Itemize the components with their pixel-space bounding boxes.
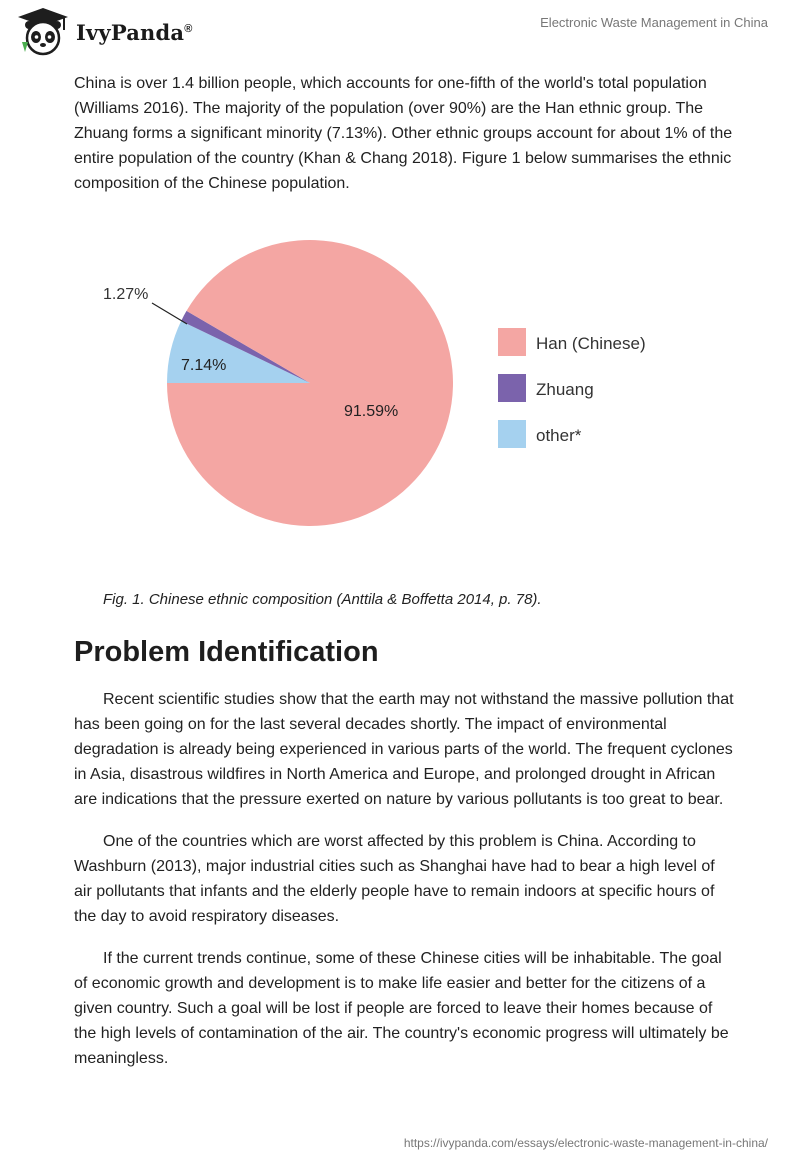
legend-label-han: Han (Chinese) bbox=[536, 334, 646, 353]
page-header bbox=[0, 0, 800, 60]
source-url[interactable]: https://ivypanda.com/essays/electronic-waste-management-in-china/ bbox=[403, 1136, 768, 1150]
legend-swatch-han bbox=[498, 328, 526, 356]
pie-label-zhuang: 1.27% bbox=[103, 286, 149, 303]
legend-swatch-other bbox=[498, 420, 526, 448]
section-heading: Problem Identification bbox=[74, 636, 379, 668]
legend-label-other: other* bbox=[536, 426, 582, 445]
figure-caption: Fig. 1. Chinese ethnic composition (Anttila & Boffetta 2014, p. 78). bbox=[103, 591, 542, 608]
legend-swatch-zhuang bbox=[498, 374, 526, 402]
legend-label-zhuang: Zhuang bbox=[536, 380, 594, 399]
brand-name[interactable]: IvyPanda® bbox=[76, 20, 193, 45]
ivypanda-logo-icon[interactable] bbox=[14, 6, 72, 58]
section-paragraph-3: If the current trends continue, some of these Chinese cities will be inhabitable. The goal of economic growth and development is to make life easier and better for the citizens of a given country. Such a goal will be lost if people are forced to leave their homes because of the high levels of contamination of the air. The country's economic progress will ultimately be meaningless. bbox=[74, 950, 729, 1067]
section-paragraph-2: One of the countries which are worst affected by this problem is China. According to Washburn (2013), major industrial cities such as Shanghai have had to bear a high level of air pollutants that infants and the elderly people have to remain indoors at specific hours of the day to avoid respiratory diseases. bbox=[74, 833, 715, 925]
pie-label-other: 7.14% bbox=[181, 357, 227, 374]
ethnic-composition-chart bbox=[74, 218, 734, 574]
section-paragraph-1: Recent scientific studies show that the earth may not withstand the massive pollution that has been going on for the last several decades shortly. The impact of environmental degradation is already being experienced in various parts of the world. The frequent cyclones in Asia, disastrous wildfires in North America and Europe, and prolonged drought in African are indications that the pressure exerted on nature by various pollutants is too great to bear. bbox=[74, 691, 734, 808]
zhuang-leader-line bbox=[152, 303, 187, 324]
article-content bbox=[74, 71, 734, 1071]
pie-chart bbox=[74, 218, 734, 574]
document-title: Electronic Waste Management in China bbox=[540, 15, 768, 30]
chart-legend bbox=[498, 328, 646, 448]
pie-label-han: 91.59% bbox=[344, 403, 399, 420]
intro-paragraph: China is over 1.4 billion people, which accounts for one-fifth of the world's total population (Williams 2016). The majority of the population (over 90%) are the Han ethnic group. The Zhuang forms a significant minority (7.13%). Other ethnic groups account for about 1% of the entire population of the country (Khan & Chang 2018). Figure 1 below summarises the ethnic composition of the Chinese population. bbox=[74, 75, 733, 192]
